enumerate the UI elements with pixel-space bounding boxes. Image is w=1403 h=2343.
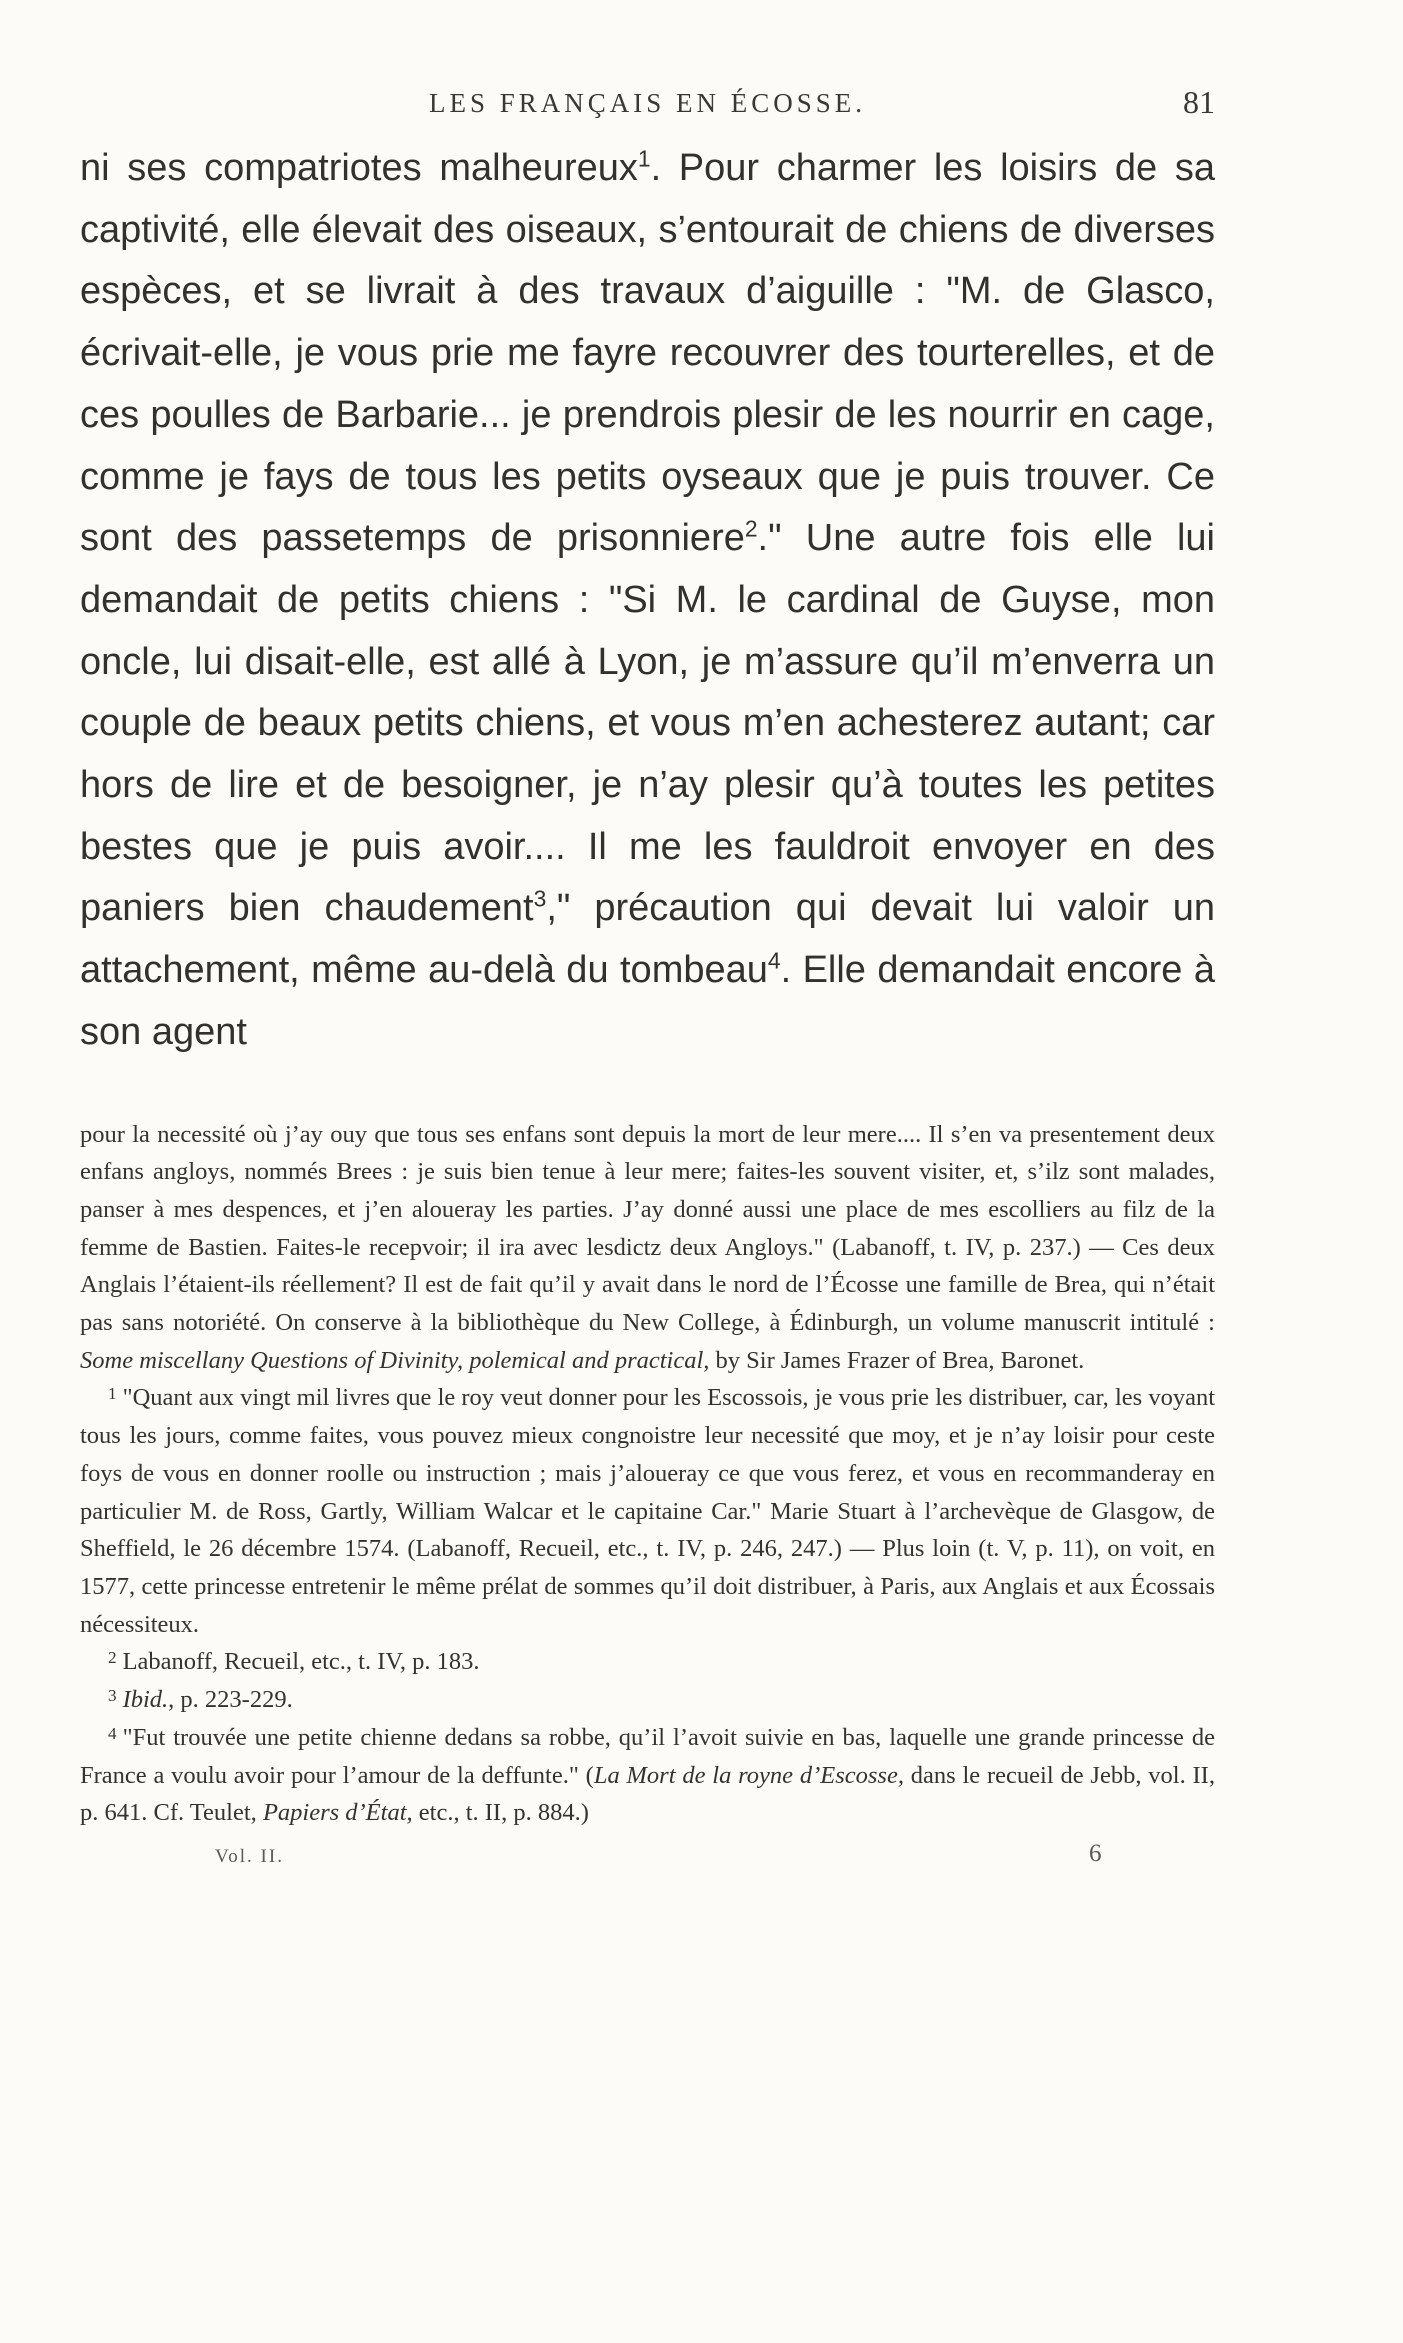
footnote-text: pour la necessité où j’ay ouy que tous ses enfans sont depuis la mort de leur mere.... Il s’en va presentement deux enfans angloys, nommés Brees : je suis bien tenue à leur mere; faites-les souvent visiter, et, s’ilz sont malades, panser à mes despences, et j’en aloueray les parties. J’ay donné aussi une place de mes escolliers au filz de la femme de Bastien. Faites-le recepvoir; il ira avec lesdictz deux Angloys." (Labanoff, t. IV, p. 237.) — Ces deux Anglais l’étaient-ils réellement? Il est de fait qu’il y avait dans le nord de l’Écosse une famille de Brea, qui n’était pas sans notoriété. On conserve à la bibliothèque du New College, à Édinburgh, un volume manuscrit intitulé :	[80, 1120, 1215, 1337]
footnote-text: "Fut trouvée une petite chienne dedans sa robbe, qu’il l’avoit suivie en bas, laquelle une grande princesse de France a voulu avoir pour l’amour de la deffunte." (	[80, 1723, 1215, 1789]
footnote-1	[80, 1379, 1215, 1643]
footnote-text: Labanoff, Recueil, etc., t. IV, p. 183.	[122, 1648, 480, 1676]
footnotes	[80, 1116, 1215, 1832]
body-text: ," précaution qui devait lui valoir un attachement, même au-delà du tombeau	[80, 887, 1215, 992]
book-page	[80, 80, 1215, 1886]
footnote-text: by Sir James Frazer of Brea, Baronet.	[709, 1346, 1085, 1374]
footnote-text: , p. 223-229.	[168, 1686, 293, 1714]
footnote-ref-3: 3	[533, 885, 547, 912]
manuscript-title: Some miscellany Questions of Divinity, polemical and practical,	[80, 1346, 710, 1374]
body-text: ." Une autre fois elle lui demandait de petits chiens : "Si M. le cardinal de Guyse, mon oncle, lui disait-elle, est allé à Lyon, je m’assure qu’il m’enverra un couple de beaux petits chiens, et vous m’en achesterez autant; car hors de lire et de besoigner, je n’ay plesir qu’à toutes les petites bestes que je puis avoir.... Il me les fauldroit envoyer en des paniers bien chaudement	[80, 517, 1215, 930]
body-text: . Pour charmer les loisirs de sa captivité, elle élevait des oiseaux, s’entourait de chiens de diverses espèces, et se livrait à des travaux d’aiguille : "M. de Glasco, écrivait-elle, je vous prie me fayre recouvrer des tourterelles, et de ces poulles de Barbarie... je prendrois plesir de les nourrir en cage, comme je fays de tous les petits oyseaux que je puis trouver. Ce sont des passetemps de prisonniere	[80, 147, 1215, 560]
signature-mark: 6	[1089, 1839, 1102, 1867]
footnote-ref-4: 4	[767, 947, 781, 974]
footnote-3	[80, 1681, 1215, 1719]
page-footer	[80, 1839, 1215, 1886]
main-text	[80, 138, 1215, 1064]
footnote-text: dans le recueil de Jebb, vol. II, p. 641. Cf. Teulet,	[80, 1761, 1215, 1827]
footnote-continued	[80, 1116, 1215, 1380]
cited-title: Papiers d’État,	[262, 1799, 413, 1827]
footnote-2	[80, 1643, 1215, 1681]
body-text: ni ses compatriotes malheureux	[80, 147, 638, 189]
running-title: LES FRANÇAIS EN ÉCOSSE.	[428, 88, 867, 118]
ibid-text: Ibid.	[122, 1686, 169, 1714]
footnote-mark: 3	[108, 1686, 117, 1706]
footnote-ref-1: 1	[637, 145, 651, 172]
page-number: 81	[1183, 84, 1215, 120]
footnote-text: etc., t. II, p. 884.)	[412, 1799, 589, 1827]
body-paragraph	[80, 138, 1215, 1064]
running-head	[80, 80, 1215, 130]
cited-title: La Mort de la royne d’Escosse,	[593, 1761, 904, 1789]
footnote-mark: 2	[108, 1648, 117, 1668]
footnote-text: "Quant aux vingt mil livres que le roy veut donner pour les Escossois, je vous prie les distribuer, car, les voyant tous les jours, comme faites, vous pouvez mieux congnoistre leur necessité que moy, et je n’ay loisir pour ceste foys de vous en donner roolle ou instruction ; mais j’aloueray ce que vous ferez, et vous en recommanderay en particulier M. de Ross, Gartly, William Walcar et le capitaine Car." Marie Stuart à l’archevèque de Glasgow, de Sheffield, le 26 décembre 1574. (Labanoff, Recueil, etc., t. IV, p. 246, 247.) — Plus loin (t. V, p. 11), on voit, en 1577, cette princesse entretenir le même prélat de sommes qu’il doit distribuer, à Paris, aux Anglais et aux Écossais nécessiteux.	[80, 1384, 1215, 1638]
footnote-mark: 1	[108, 1384, 117, 1404]
footnote-ref-2: 2	[744, 515, 758, 542]
body-text: . Elle demandait encore à son agent	[80, 949, 1215, 1053]
footnote-4	[80, 1719, 1215, 1832]
volume-label: Vol. II.	[215, 1845, 284, 1867]
footnote-mark: 4	[108, 1723, 117, 1743]
